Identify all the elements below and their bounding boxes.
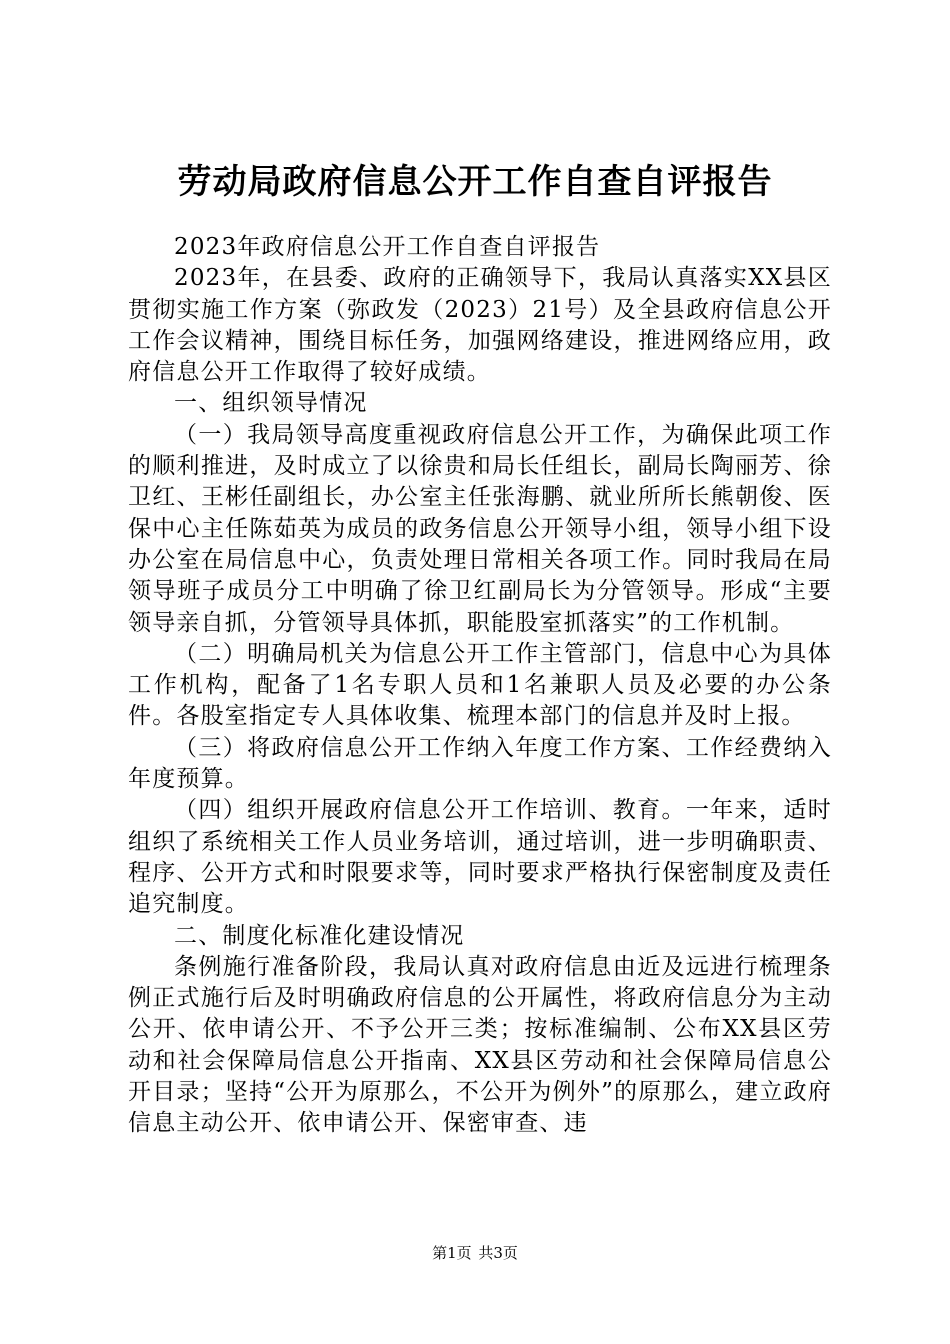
page-footer bbox=[0, 1243, 950, 1263]
section-heading-2: 二、制度化标准化建设情况 bbox=[174, 922, 465, 949]
paragraph-intro: 2023年，在县委、政府的正确领导下，我局认真落实XX县区贯彻实施工作方案（弥政发（2023）21号）及全县政府信息公开工作会议精神，围绕目标任务，加强网络建设，推进网络应用，政府信息公开工作取得了较好成绩。 bbox=[128, 265, 832, 386]
page-number: 第1页 bbox=[432, 1244, 472, 1262]
section-heading-1: 一、组织领导情况 bbox=[174, 390, 368, 417]
document-body bbox=[128, 232, 832, 1140]
page-total: 共3页 bbox=[478, 1244, 518, 1262]
paragraph-item-1: （一）我局领导高度重视政府信息公开工作，为确保此项工作的顺利推进，及时成立了以徐贵和局长任组长，副局长陶丽芳、徐卫红、王彬任副组长，办公室主任张海鹏、就业所所长熊朝俊、医保中心主任陈茹英为成员的政务信息公开领导小组，领导小组下设办公室在局信息中心，负责处理日常相关各项工作。同时我局在局领导班子成员分工中明确了徐卫红副局长为分管领导。形成“主要领导亲自抓，分管领导具体抓，职能股室抓落实”的工作机制。 bbox=[128, 421, 832, 636]
document-title: 劳动局政府信息公开工作自查自评报告 bbox=[177, 162, 773, 202]
paragraph-subtitle: 2023年政府信息公开工作自查自评报告 bbox=[174, 234, 601, 260]
paragraph-item-3: （三）将政府信息公开工作纳入年度工作方案、工作经费纳入年度预算。 bbox=[128, 734, 832, 793]
paragraph-item-2: （二）明确局机关为信息公开工作主管部门，信息中心为具体工作机构，配备了1名专职人员和1名兼职人员及必要的办公条件。各股室指定专人具体收集、梳理本部门的信息并及时上报。 bbox=[128, 640, 832, 730]
paragraph-section-2: 条例施行准备阶段，我局认真对政府信息由近及远进行梳理条例正式施行后及时明确政府信息的公开属性，将政府信息分为主动公开、依申请公开、不予公开三类；按标准编制、公布XX县区劳动和社会保障局信息公开指南、XX县区劳动和社会保障局信息公开目录；坚持“公开为原那么，不公开为例外”的原那么，建立政府信息主动公开、依申请公开、保密审查、违 bbox=[128, 953, 832, 1137]
paragraph-item-4: （四）组织开展政府信息公开工作培训、教育。一年来，适时组织了系统相关工作人员业务培训，通过培训，进一步明确职责、程序、公开方式和时限要求等，同时要求严格执行保密制度及责任追究制度。 bbox=[128, 797, 832, 918]
